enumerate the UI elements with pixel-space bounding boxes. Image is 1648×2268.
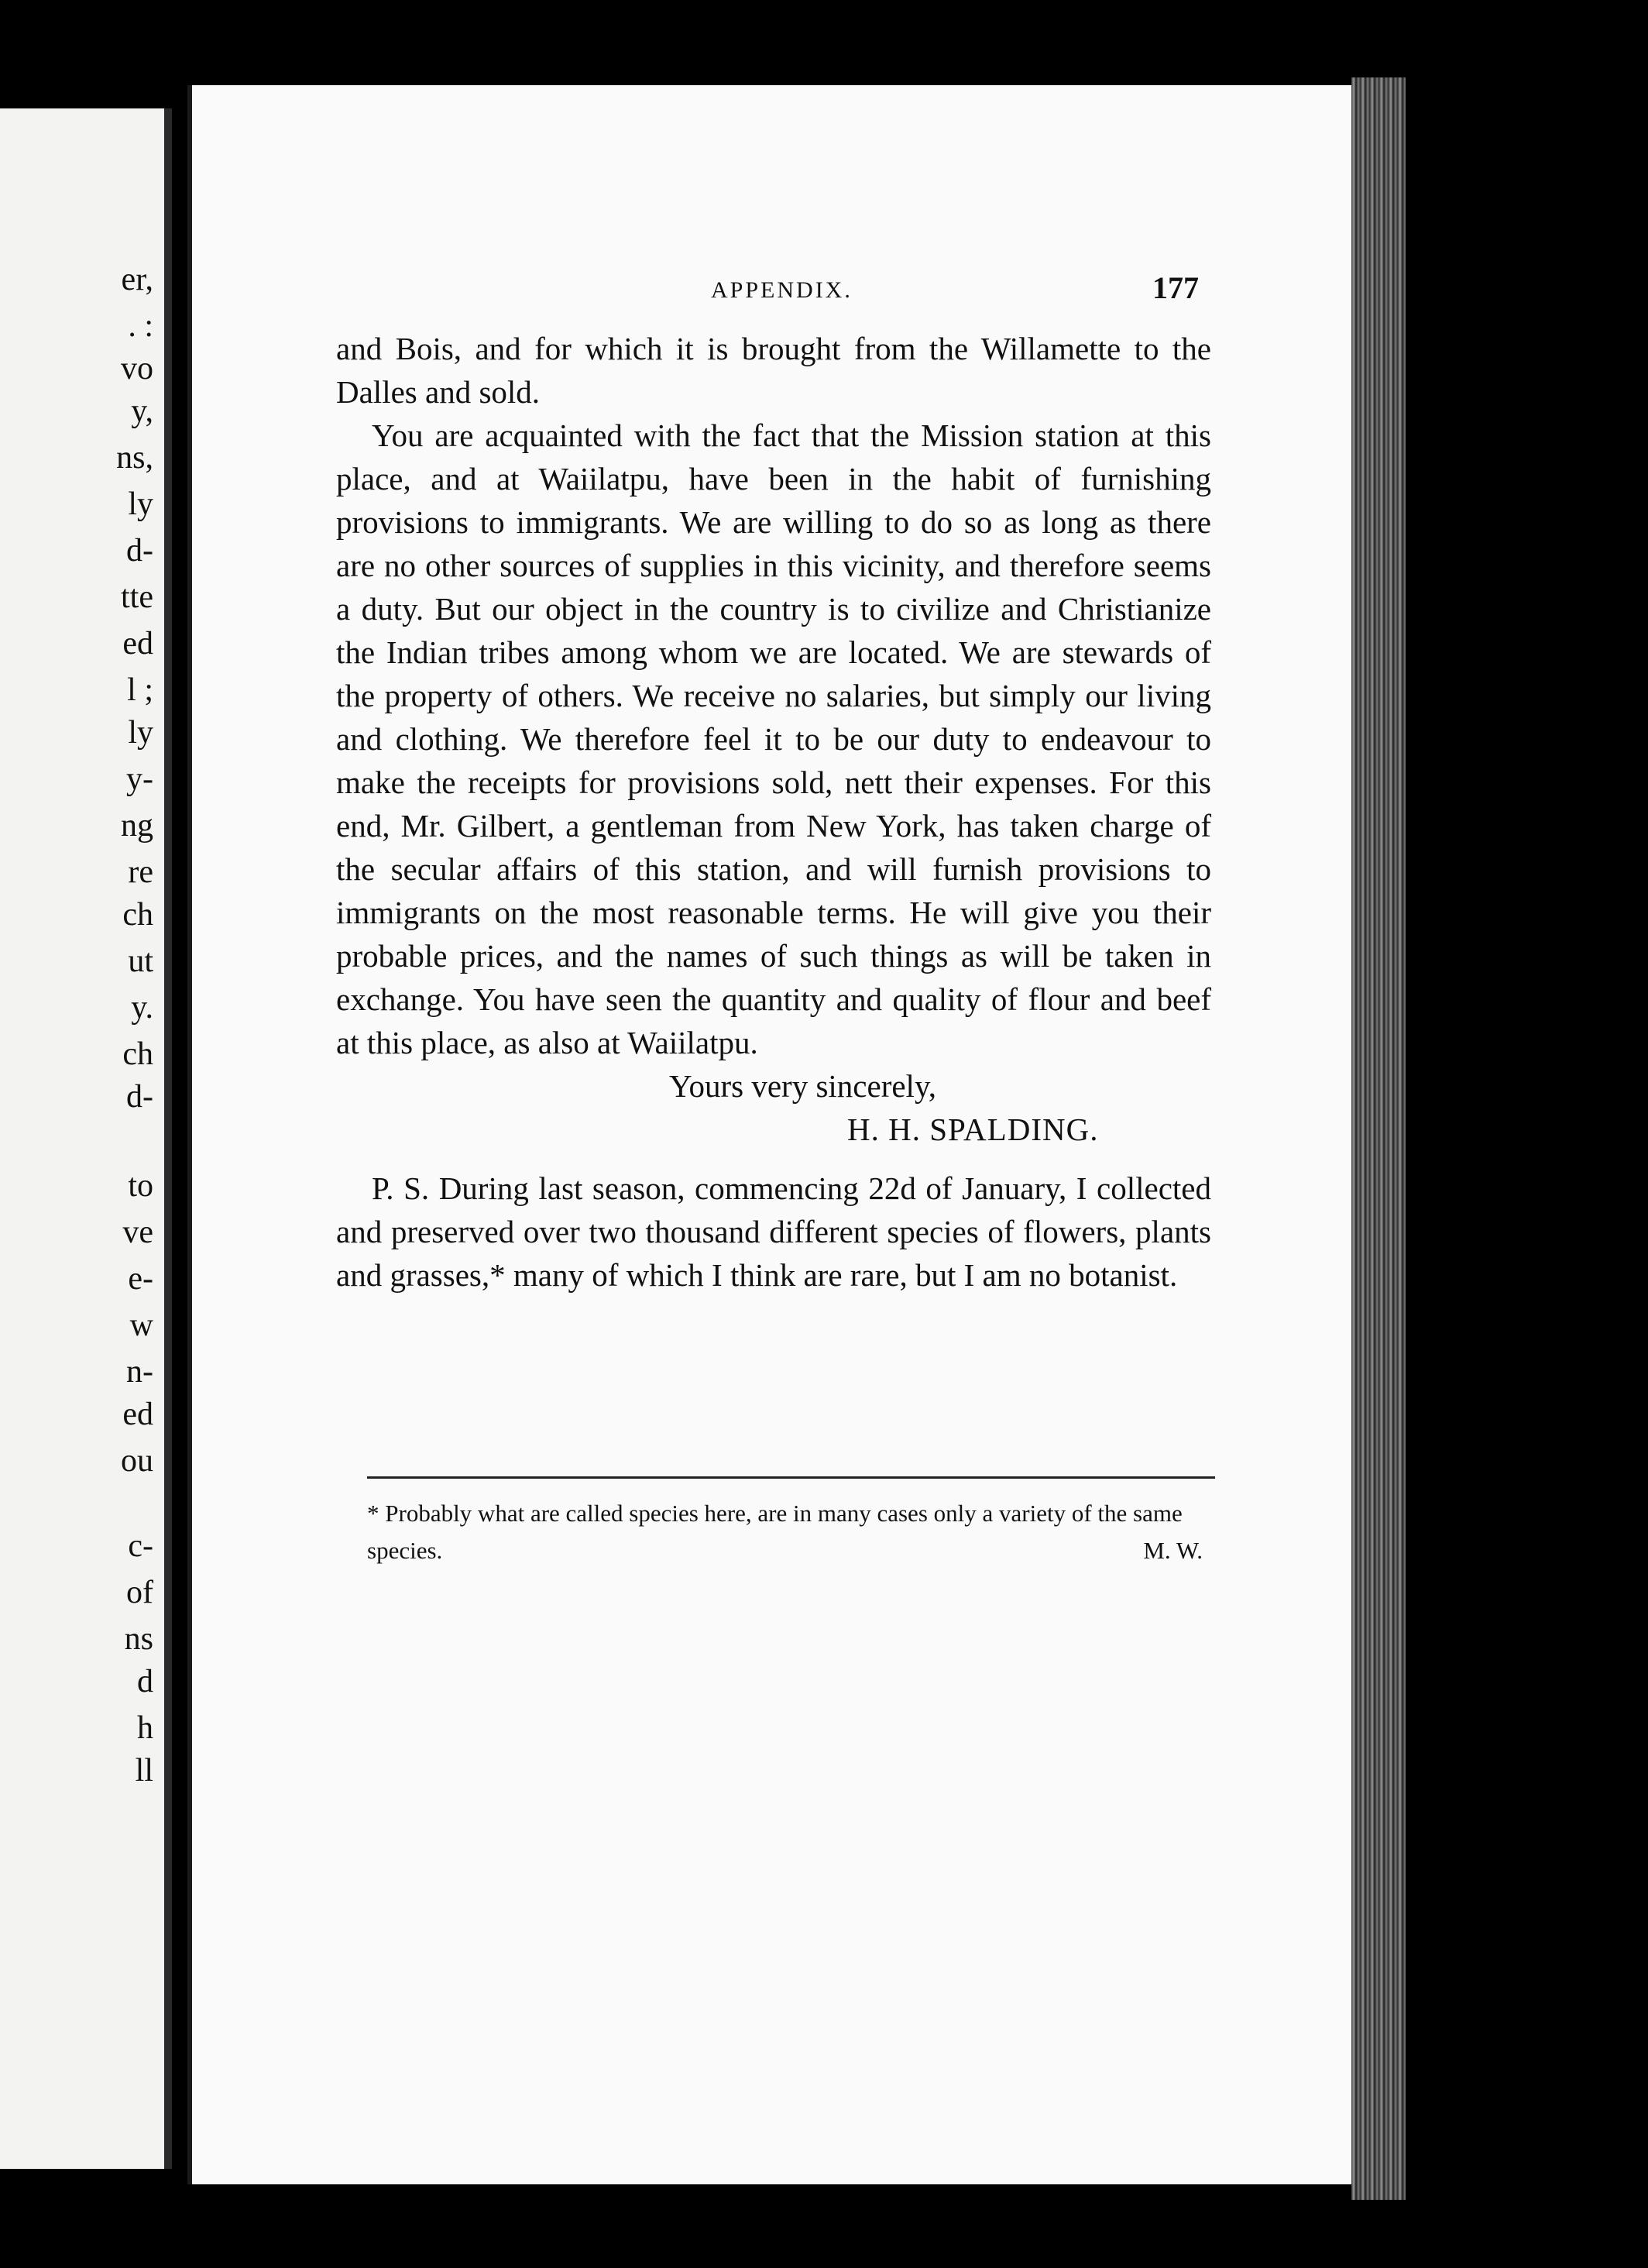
left-page-fragment: ut — [128, 943, 153, 979]
footnote-signature: M. W. — [1143, 1537, 1203, 1564]
left-page-fragment: ve — [122, 1215, 153, 1250]
page-number: 177 — [1152, 270, 1199, 305]
left-page-fragment: ly — [128, 486, 153, 522]
left-page-fragment: ns, — [116, 440, 153, 476]
left-page-fragment: d- — [126, 533, 153, 569]
page-body — [336, 327, 1211, 1297]
running-head: APPENDIX. — [711, 277, 853, 303]
letter-signature: H. H. SPALDING. — [847, 1112, 1099, 1147]
left-page-fragment: y, — [131, 393, 153, 429]
left-page-fragment: ch — [122, 1036, 153, 1072]
letter-closing: Yours very sincerely, — [669, 1068, 937, 1104]
left-page-fragment: y. — [131, 990, 153, 1026]
left-page-fragment: ly — [128, 715, 153, 751]
left-page-fragment: ed — [122, 626, 153, 662]
left-page-fragment: e- — [128, 1261, 153, 1297]
left-page-fragment: ng — [121, 808, 153, 844]
left-page-fragment: h — [137, 1710, 153, 1746]
page-177 — [187, 85, 1365, 2184]
left-page-fragment: ch — [122, 897, 153, 933]
opening-paragraph: and Bois, and for which it is brought from the Willamette to the Dalles and sold. — [336, 331, 1211, 410]
letter-paragraph: You are acquainted with the fact that the Mission station at this place, and at Waiilatpu, have been in the habit of furnishing provisions to immigrants. We are willing to do so as long as there are no other sources of supplies in this vicinity, and therefore seems a duty. But our object in the country is to civilize and Christianize the Indian tribes among whom we are located. We are stewards of the property of others. We receive no salaries, but simply our living and clothing. We therefore feel it to be our duty to endeavour to make the receipts for provisions sold, nett their expenses. For this end, Mr. Gilbert, a gentleman from New York, has taken charge of the secular affairs of this station, and will furnish provisions to immigrants on the most reasonable terms. He will give you their probable prices, and the names of such things as will be taken in exchange. You have seen the quantity and quality of flour and beef at this place, as also at Waiilatpu. — [336, 418, 1211, 1060]
left-page-fragment: . : — [128, 308, 153, 344]
left-facing-page — [0, 108, 172, 2169]
footnote — [367, 1495, 1215, 1569]
left-page-fragment: c- — [128, 1528, 153, 1564]
left-page-fragment: y- — [126, 761, 153, 797]
left-page-fragment: ed — [122, 1397, 153, 1432]
left-page-fragment: ou — [121, 1443, 153, 1479]
left-page-fragment: of — [126, 1575, 153, 1610]
left-page-fragment: vo — [121, 351, 153, 387]
left-page-fragment: re — [128, 854, 153, 890]
footnote-text: * Probably what are called species here, are in many cases only a variety of the same species. — [367, 1500, 1183, 1564]
left-page-fragment: d- — [126, 1079, 153, 1115]
left-page-fragment: w — [129, 1308, 153, 1343]
left-page-fragment: ns — [124, 1621, 153, 1657]
left-page-fragment: n- — [126, 1354, 153, 1390]
postscript-paragraph: P. S. During last season, commencing 22d of January, I collected and preserved over two thousand different species of flowers, plants and grasses,* many of which I think are rare, but I am no botanist. — [336, 1170, 1211, 1293]
left-page-fragment: to — [128, 1168, 153, 1204]
left-page-fragment: d — [137, 1664, 153, 1699]
left-page-fragment: l ; — [127, 672, 153, 708]
page-edges — [1351, 77, 1406, 2200]
left-page-fragment: tte — [121, 579, 153, 615]
left-page-fragment: ll — [135, 1753, 153, 1789]
left-page-fragment: er, — [121, 262, 153, 297]
footnote-rule — [367, 1476, 1215, 1479]
